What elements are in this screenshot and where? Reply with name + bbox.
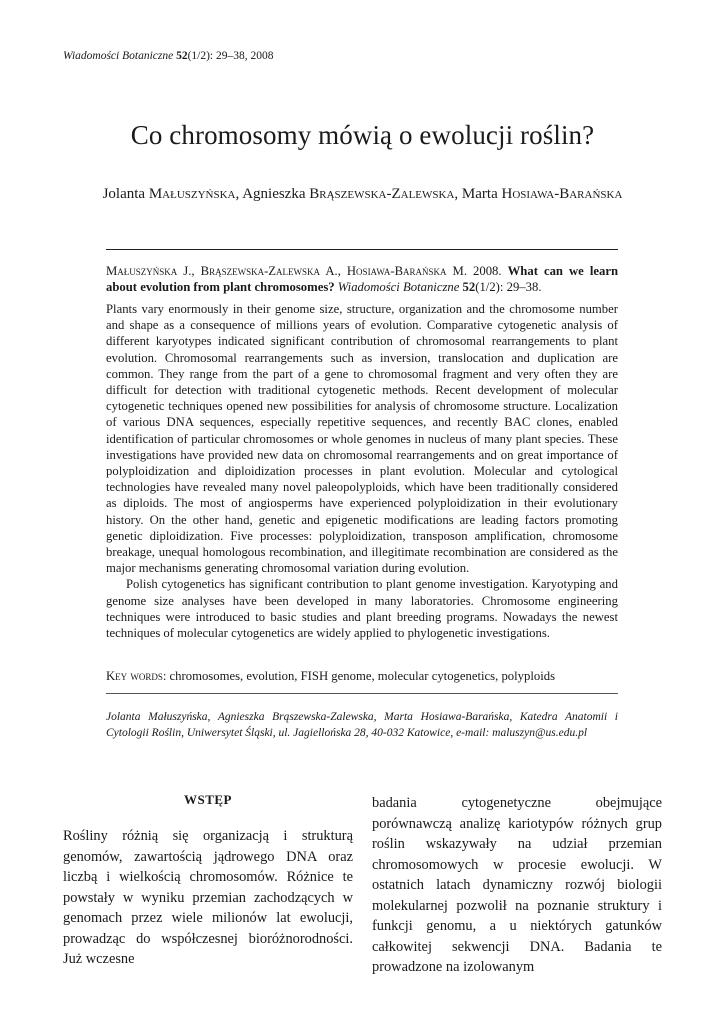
- author-3-last: Hosiawa-Barańska: [501, 186, 623, 202]
- journal-name: Wiadomości Botaniczne: [63, 50, 174, 62]
- author-2-last: Brąszewska-Zalewska: [309, 186, 455, 202]
- author-list: [0, 186, 725, 203]
- author-1-first: Jolanta: [102, 186, 149, 202]
- top-divider: [106, 249, 618, 250]
- bottom-divider: [106, 693, 618, 694]
- author-separator: , Marta: [454, 186, 502, 202]
- journal-header: [63, 50, 274, 62]
- body-column-left: [63, 826, 353, 970]
- author-separator: , Agnieszka: [235, 186, 310, 202]
- keywords-label: Key words: [106, 669, 163, 683]
- body-paragraph: badania cytogenetyczne obejmujące porównawczą analizę kariotypów różnych grup roślin wskazywały na udział przemian chromosomowych w procesie ewolucji. W ostatnich latach dynamiczny rozwój biologii molekularnej pozwolił na poznanie struktury i funkcji genomu, a u niektórych gatunków całkowitej sekwencji DNA. Badania te prowadzone na izolowanym: [372, 795, 662, 975]
- citation-title: What can we learn about evolution from plant chromosomes?: [106, 264, 619, 294]
- keywords: [106, 668, 618, 684]
- citation-pages: (1/2): 29–38.: [475, 280, 542, 294]
- citation-journal: Wiadomości Botaniczne: [334, 280, 463, 294]
- author-affiliation: Jolanta Małuszyńska, Agnieszka Brąszewska-Zalewska, Marta Hosiawa-Barańska, Katedra Anatomii i Cytologii Roślin, Uniwersytet Śląski, ul. Jagiellońska 28, 40-032 Katowice, e-mail: maluszyn@us.edu.pl: [106, 711, 618, 739]
- citation-volume: 52: [462, 280, 476, 294]
- citation-block: [106, 263, 618, 295]
- section-heading: WSTĘP: [183, 792, 232, 807]
- journal-volume: 52: [176, 50, 188, 62]
- body-paragraph: Rośliny różnią się organizacją i strukturą genomów, zawartością jądrowego DNA oraz liczbą i wielkością chromosomów. Różnice te powstały w wyniku przemian zachodzących w genomach przez wiele milionów lat ewolucji, prowadząc do współczesnej bioróżnorodności. Już wczesne: [63, 828, 353, 967]
- journal-issue-pages: (1/2): 29–38, 2008: [187, 50, 274, 62]
- abstract: [106, 301, 618, 641]
- citation-authors-tail: M. 2008.: [446, 264, 508, 278]
- article-title: Co chromosomy mówią o ewolucji roślin?: [130, 120, 595, 150]
- abstract-paragraph-2: Polish cytogenetics has significant contribution to plant genome investigation. Karyotyping and genome size analyses have been developed in many laboratories. Chromosome engineering techniques were introduced to basic studies and plant breeding programs. Nowadays the newest techniques of molecular cytogenetics are widely applied to phylogenetic investigations.: [106, 577, 618, 641]
- author-1-last: Małuszyńska: [148, 186, 236, 202]
- citation-authors: Małuszyńska J., Brąszewska-Zalewska A., Hosiawa-Barańska: [106, 264, 447, 278]
- body-column-right: [372, 793, 662, 978]
- keywords-text: : chromosomes, evolution, FISH genome, molecular cytogenetics, polyploids: [162, 669, 556, 683]
- abstract-paragraph-1: Plants vary enormously in their genome size, structure, organization and the chromosome number and shape as a consequence of millions years of evolution. Comparative cytogenetic analysis of different karyotypes indicated significant contribution of chromosomal rearrangements to plant evolution. Chromosomal rearrangements such as inversion, translocation and duplication are common. They range from the part of a gene to chromosomal fragment and very often they are difficult for detection with traditional cytogenetic methods. Recent development of molecular cytogenetic techniques opened new possibilities for analysis of chromosome structure. Localization of various DNA sequences, especially repetitive sequences, and recently BAC clones, enabled identification of particular chromosomes or whole genomes in nucleus of many plant species. These investigations have provided new data on chromosomal rearrangements and on great importance of polyploidization and diploidization processes in plant evolution. Molecular and cytological technologies have revealed many novel paleopolyploids, which have been traditionally considered as diploids. The most of angiosperms have experienced polyploidization in their evolutionary history. On the other hand, genetic and epigenetic modifications are leading factors promoting genetic diploidization. Five processes: polyploidization, transposon amplification, chromosome breakage, unequal homologous recombination, and illegitimate recombination are considered as the major mechanisms generating chromosomal variation during evolution.: [106, 302, 618, 576]
